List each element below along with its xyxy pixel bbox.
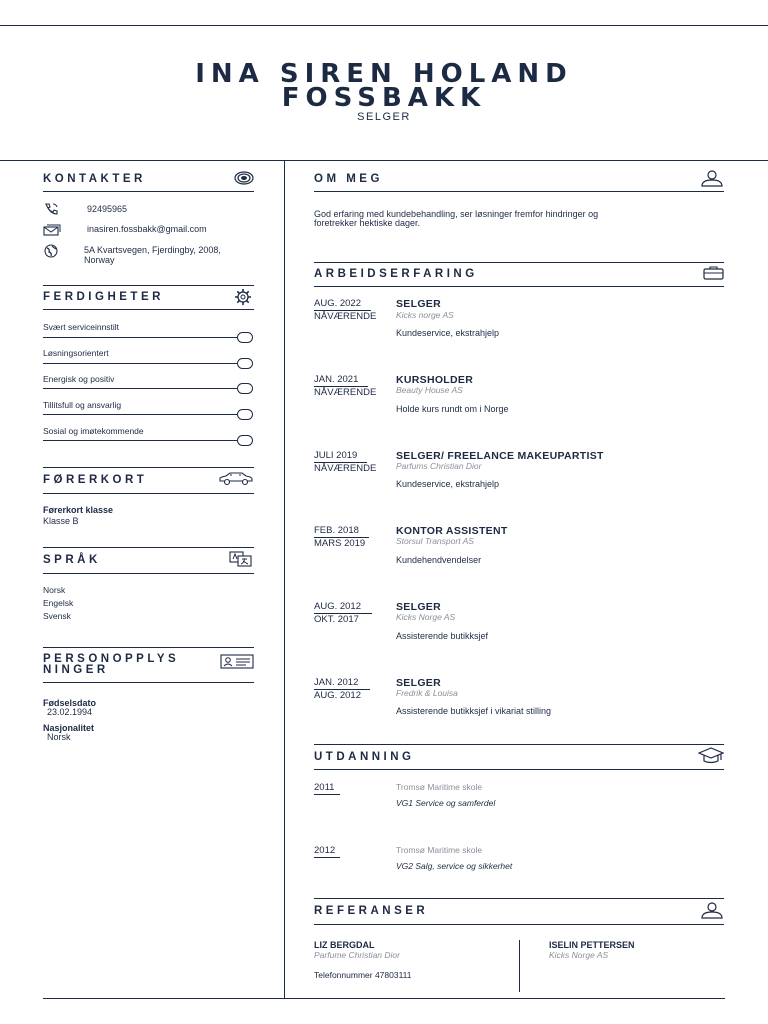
languages-heading: SPRÅK	[43, 554, 101, 566]
skills-rule	[43, 309, 254, 310]
job-description: Assisterende butikksjef	[396, 631, 489, 641]
personal-rule	[43, 682, 254, 683]
language-item: Norsk	[43, 585, 66, 595]
references-divider	[519, 940, 520, 992]
header-bottom-rule	[0, 160, 768, 161]
job-start-date: AUG. 2022	[314, 298, 361, 309]
skill-bar	[43, 337, 237, 338]
job-description: Kundeservice, ekstrahjelp	[396, 479, 500, 489]
id-card-icon	[220, 654, 254, 669]
personal-heading-line-1: PERSONOPPLYS	[43, 653, 180, 665]
reference-name: LIZ BERGDAL	[314, 940, 375, 950]
briefcase-icon	[703, 266, 724, 280]
skill-label: Svært serviceinnstilt	[43, 322, 120, 332]
job-title: SELGER	[396, 601, 441, 613]
skill-bar	[43, 440, 237, 441]
birthdate-label: Fødselsdato	[43, 698, 97, 708]
bottom-rule	[43, 998, 725, 999]
car-icon	[218, 472, 254, 486]
reference-phone[interactable]: Telefonnummer 47803111	[314, 970, 412, 980]
about-text-line-1: God erfaring med kundebehandling, ser løsninger fremfor hindringer og	[314, 209, 599, 219]
job-start-date: JULI 2019	[314, 450, 358, 461]
nationality-label: Nasjonalitet	[43, 723, 95, 733]
references-rule	[314, 924, 724, 925]
phone-number[interactable]: 92495965	[87, 204, 128, 214]
skill-bar	[43, 414, 237, 415]
skill-label: Løsningsorientert	[43, 348, 109, 358]
languages-top-rule	[43, 547, 254, 548]
job-start-date: JAN. 2021	[314, 374, 359, 385]
skill-slider-knob	[237, 409, 253, 420]
education-year: 2011	[314, 782, 335, 793]
personal-heading-line-2: NINGER	[43, 664, 109, 676]
target-icon	[234, 171, 254, 185]
education-top-rule	[314, 744, 724, 745]
skill-bar	[43, 388, 237, 389]
name-line-2: FOSSBAKK	[281, 83, 487, 113]
address-line-2: Norway	[84, 255, 115, 265]
skill-label: Tillitsfull og ansvarlig	[43, 400, 122, 410]
phone-icon	[44, 203, 60, 215]
education-heading: UTDANNING	[314, 751, 415, 763]
job-start-date: FEB. 2018	[314, 525, 359, 536]
job-description: Holde kurs rundt om i Norge	[396, 404, 509, 414]
job-company: Fredrik & Louisa	[396, 688, 458, 698]
language-item: Engelsk	[43, 598, 74, 608]
skills-top-rule	[43, 285, 254, 286]
job-title: SELGER	[396, 298, 441, 310]
license-rule	[43, 493, 254, 494]
job-title: KURSHOLDER	[396, 374, 474, 386]
translate-icon	[229, 551, 253, 567]
reference-company: Kicks Norge AS	[549, 950, 609, 960]
job-start-date: JAN. 2012	[314, 677, 359, 688]
gear-icon	[234, 288, 252, 306]
job-end-date: NÅVÆRENDE	[314, 463, 377, 474]
skill-slider-knob	[237, 332, 253, 343]
job-description: Assisterende butikksjef i vikariat stilling	[396, 706, 552, 716]
contacts-rule	[43, 191, 254, 192]
references-top-rule	[314, 898, 724, 899]
license-top-rule	[43, 467, 254, 468]
education-year: 2012	[314, 845, 336, 856]
skill-label: Energisk og positiv	[43, 374, 115, 384]
skill-slider-knob	[237, 383, 253, 394]
reference-company: Parfume Christian Dior	[314, 950, 400, 960]
personal-top-rule	[43, 647, 254, 648]
education-program: VG1 Service og samferdel	[396, 798, 496, 808]
license-heading: FØRERKORT	[43, 474, 148, 486]
job-description: Kundehendvendelser	[396, 555, 482, 565]
job-description: Kundeservice, ekstrahjelp	[396, 328, 500, 338]
about-heading: OM MEG	[314, 173, 383, 185]
date-underline	[314, 857, 340, 858]
education-rule	[314, 769, 724, 770]
education-school: Tromsø Maritime skole	[396, 782, 483, 792]
skill-slider-knob	[237, 435, 253, 446]
birthdate-value: 23.02.1994	[47, 707, 93, 717]
language-item: Svensk	[43, 611, 71, 621]
job-company: Beauty House AS	[396, 385, 463, 395]
reference-name: ISELIN PETTERSEN	[549, 940, 635, 950]
education-school: Tromsø Maritime skole	[396, 845, 483, 855]
job-company: Parfums Christian Dior	[396, 461, 482, 471]
job-title: SELGER/ FREELANCE MAKEUPARTIST	[396, 450, 604, 462]
skill-bar	[43, 363, 237, 364]
job-end-date: OKT. 2017	[314, 614, 359, 625]
experience-heading: ARBEIDSERFARING	[314, 268, 478, 280]
job-end-date: NÅVÆRENDE	[314, 387, 377, 398]
job-start-date: AUG. 2012	[314, 601, 361, 612]
license-label: Førerkort klasse	[43, 505, 114, 515]
contacts-heading: KONTAKTER	[43, 173, 146, 185]
job-company: Kicks norge AS	[396, 310, 454, 320]
job-title: KONTOR ASSISTENT	[396, 525, 508, 537]
top-rule	[0, 25, 768, 26]
date-underline	[314, 794, 340, 795]
person-icon	[700, 170, 724, 188]
skill-label: Sosial og imøtekommende	[43, 426, 144, 436]
address-line-1: 5A Kvartsvegen, Fjerdingby, 2008,	[84, 245, 221, 255]
nationality-value: Norsk	[47, 732, 71, 742]
license-value: Klasse B	[43, 516, 79, 526]
skill-slider-knob	[237, 358, 253, 369]
job-company: Kicks Norge AS	[396, 612, 456, 622]
languages-rule	[43, 573, 254, 574]
job-title-header: SELGER	[357, 111, 411, 123]
column-divider	[284, 160, 285, 999]
job-title: SELGER	[396, 677, 441, 689]
about-text-line-2: foretrekker hektiske dager.	[314, 218, 421, 228]
job-end-date: AUG. 2012	[314, 690, 361, 701]
education-program: VG2 Salg, service og sikkerhet	[396, 861, 513, 871]
skills-heading: FERDIGHETER	[43, 291, 164, 303]
person-icon	[700, 902, 724, 920]
experience-rule	[314, 286, 724, 287]
graduation-cap-icon	[698, 747, 724, 765]
email-icon	[43, 224, 61, 236]
references-heading: REFERANSER	[314, 905, 429, 917]
experience-top-rule	[314, 262, 724, 263]
name-line-1: INA SIREN HOLAND	[195, 59, 573, 89]
job-end-date: NÅVÆRENDE	[314, 311, 377, 322]
job-company: Storsul Transport AS	[396, 536, 474, 546]
email-address[interactable]: inasiren.fossbakk@gmail.com	[87, 224, 207, 234]
job-end-date: MARS 2019	[314, 538, 366, 549]
about-rule	[314, 191, 724, 192]
globe-icon	[44, 244, 58, 258]
